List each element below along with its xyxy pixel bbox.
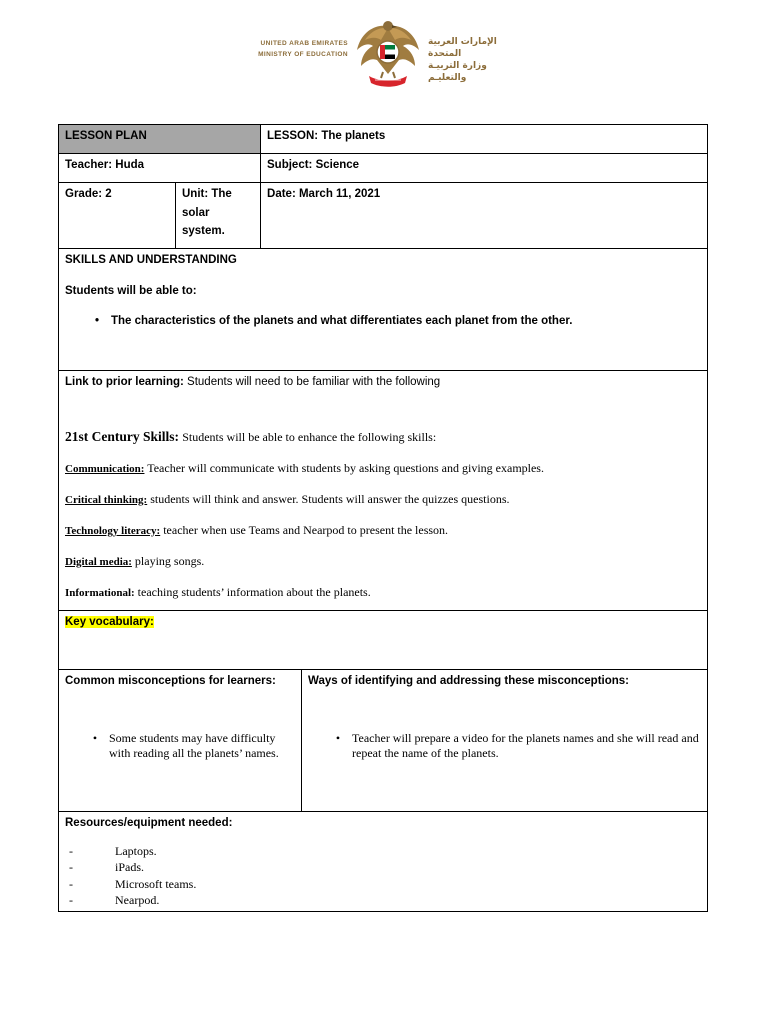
students-able: Students will be able to: bbox=[65, 284, 197, 297]
dash-icon: - bbox=[69, 843, 73, 858]
objective-item bbox=[65, 312, 701, 331]
skills-heading: SKILLS AND UNDERSTANDING bbox=[65, 254, 237, 266]
list-item bbox=[65, 859, 701, 876]
bullet-icon: • bbox=[94, 315, 100, 327]
skill-line bbox=[65, 457, 701, 480]
unit-line: solar bbox=[182, 206, 210, 219]
skill-line bbox=[65, 519, 701, 542]
prior-label: Link to prior learning: bbox=[65, 376, 184, 388]
table-row bbox=[59, 154, 708, 183]
resource-text: Nearpod. bbox=[115, 893, 160, 907]
teacher-cell: Teacher: Huda bbox=[59, 154, 261, 183]
misconception-text: Some students may have difficulty with reading all the planets’ names. bbox=[109, 730, 279, 760]
skill-text: teacher when use Teams and Nearpod to present the lesson. bbox=[160, 522, 449, 537]
table-row bbox=[59, 249, 708, 371]
table-row bbox=[59, 611, 708, 670]
list-item bbox=[65, 843, 701, 860]
resources-list bbox=[65, 843, 701, 909]
dash-icon: - bbox=[69, 860, 73, 874]
grade-cell: Grade: 2 bbox=[59, 183, 176, 249]
uae-falcon-emblem-icon bbox=[353, 16, 423, 92]
resource-text: Laptops. bbox=[115, 843, 157, 858]
way-text: Teacher will prepare a video for the planets names and she will read and repeat the name of the planets. bbox=[352, 730, 699, 760]
skill-text: Teacher will communicate with students by asking questions and giving examples. bbox=[144, 460, 544, 475]
prior-learning-cell bbox=[59, 371, 708, 611]
prior-learning bbox=[65, 373, 701, 392]
key-vocabulary-cell bbox=[59, 611, 708, 670]
table-row bbox=[59, 125, 708, 154]
ministry-header bbox=[240, 12, 530, 92]
dash-icon: - bbox=[69, 876, 73, 891]
misconceptions-cell bbox=[59, 670, 302, 812]
org-en-line2: MINISTRY OF EDUCATION bbox=[258, 51, 348, 58]
skill-line bbox=[65, 581, 701, 604]
lesson-plan-table bbox=[58, 124, 708, 912]
century-label: 21st Century Skills: bbox=[65, 428, 180, 444]
table-row bbox=[59, 812, 708, 912]
way-item bbox=[308, 731, 701, 762]
org-ar-line1: الإمارات العربية المتحدة bbox=[428, 37, 497, 59]
unit-line: Unit: The bbox=[182, 188, 232, 200]
century-skills bbox=[65, 426, 701, 449]
lesson-title: LESSON: The planets bbox=[261, 125, 708, 154]
table-row bbox=[59, 183, 708, 249]
skill-label: Informational: bbox=[65, 586, 135, 599]
resource-text: iPads. bbox=[115, 860, 145, 874]
table-row bbox=[59, 670, 708, 812]
skills-cell bbox=[59, 249, 708, 371]
misconception-item bbox=[65, 731, 295, 762]
skill-label: Critical thinking: bbox=[65, 493, 148, 506]
org-en-line1: UNITED ARAB EMIRATES bbox=[260, 40, 348, 47]
skill-line bbox=[65, 550, 701, 573]
skill-line bbox=[65, 488, 701, 511]
resources-heading: Resources/equipment needed: bbox=[65, 817, 233, 829]
lesson-plan-label: LESSON PLAN bbox=[59, 125, 261, 154]
table-row bbox=[59, 371, 708, 611]
org-ar-line2: وزارة التربيـة والتعليـم bbox=[428, 61, 487, 83]
unit-line: system. bbox=[182, 225, 225, 237]
century-text: Students will be able to enhance the following skills: bbox=[182, 429, 437, 444]
subject-cell: Subject: Science bbox=[261, 154, 708, 183]
ministry-name-arabic bbox=[428, 36, 524, 84]
skill-label: Communication: bbox=[65, 462, 145, 475]
skill-label: Digital media: bbox=[65, 555, 132, 568]
unit-cell bbox=[176, 183, 261, 249]
misconceptions-heading: Common misconceptions for learners: bbox=[65, 675, 276, 687]
key-vocabulary-label: Key vocabulary: bbox=[65, 616, 154, 628]
list-item bbox=[65, 876, 701, 893]
skill-text: playing songs. bbox=[131, 553, 205, 568]
objective-text: The characteristics of the planets and what differentiates each planet from the other. bbox=[111, 315, 573, 327]
bullet-icon: • bbox=[335, 730, 341, 745]
ways-cell bbox=[302, 670, 708, 812]
dash-icon: - bbox=[69, 893, 73, 907]
skill-text: students will think and answer. Students will answer the quizzes questions. bbox=[147, 491, 510, 506]
list-item bbox=[65, 892, 701, 909]
skill-label: Technology literacy: bbox=[65, 524, 161, 537]
resources-cell bbox=[59, 812, 708, 912]
bullet-icon: • bbox=[92, 730, 98, 745]
ministry-name-english bbox=[248, 38, 348, 60]
skill-text: teaching students’ information about the planets. bbox=[134, 584, 371, 599]
date-cell: Date: March 11, 2021 bbox=[261, 183, 708, 249]
prior-text: Students will need to be familiar with the following bbox=[187, 376, 441, 388]
resource-text: Microsoft teams. bbox=[115, 876, 197, 891]
ways-heading: Ways of identifying and addressing these misconceptions: bbox=[308, 675, 630, 687]
